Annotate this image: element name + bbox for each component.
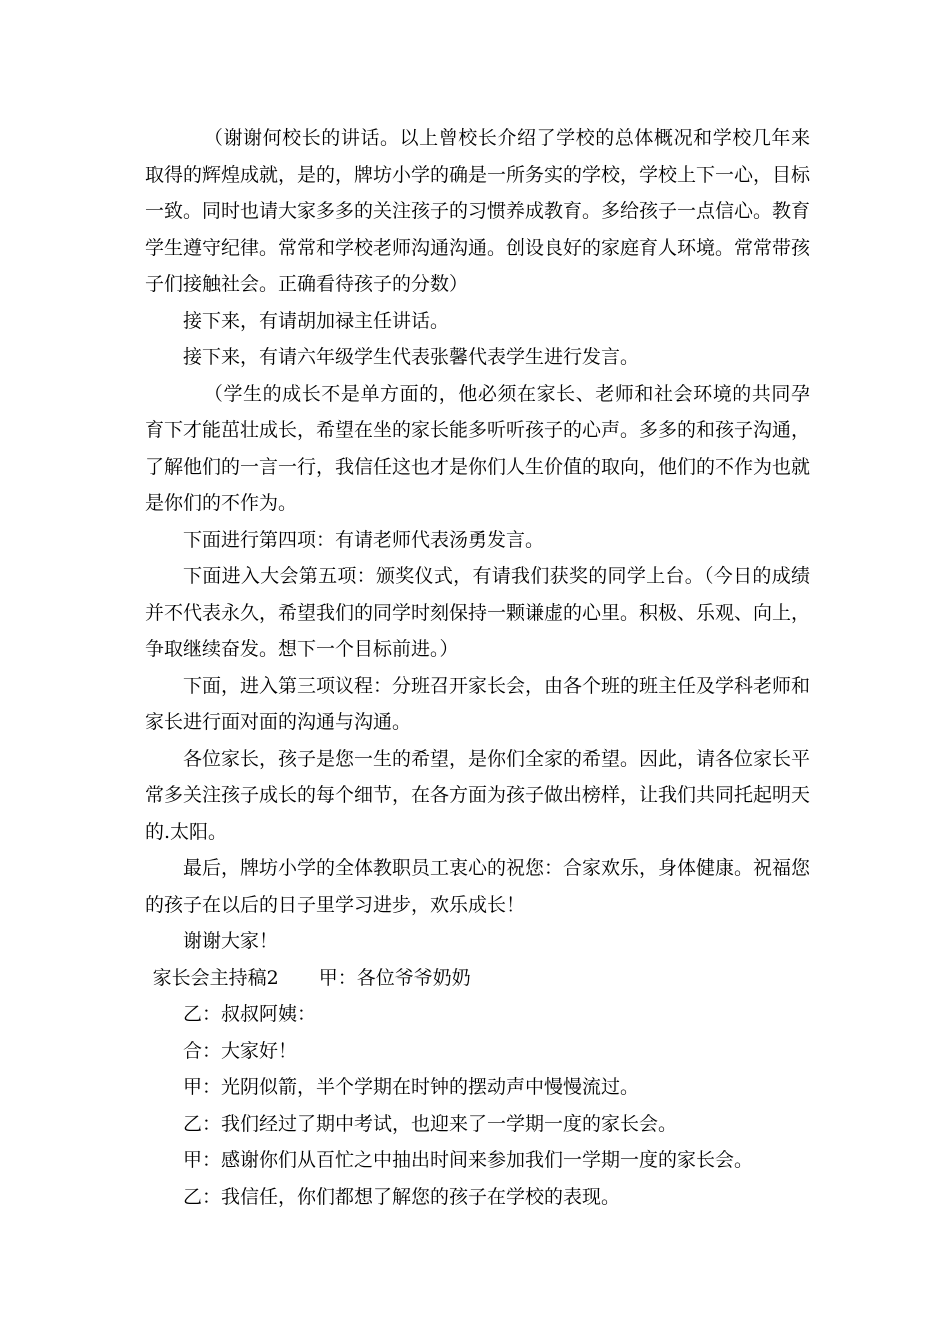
dialogue-line: 甲：感谢你们从百忙之中抽出时间来参加我们一学期一度的家长会。 bbox=[183, 1149, 754, 1171]
paragraph: 最后，牌坊小学的全体教职员工衷心的祝您：合家欢乐，身体健康。祝福您的孩子在以后的日子里学习进步，欢乐成长！ bbox=[145, 857, 811, 916]
paragraph: 谢谢大家！ bbox=[183, 930, 279, 952]
paragraph: 下面进行第四项：有请老师代表汤勇发言。 bbox=[183, 528, 545, 551]
paragraph: 接下来，有请胡加禄主任讲话。 bbox=[183, 309, 450, 332]
paragraph: 下面，进入第三项议程：分班召开家长会，由各个班的班主任及学科老师和家长进行面对面的沟通与沟通。 bbox=[145, 674, 811, 733]
dialogue-line: 乙：叔叔阿姨： bbox=[183, 1003, 317, 1025]
dialogue-line: 乙：我信任，你们都想了解您的孩子在学校的表现。 bbox=[183, 1185, 621, 1208]
paragraph: 下面进入大会第五项：颁奖仪式，有请我们获奖的同学上台。（今日的成绩并不代表永久，希望我们的同学时刻保持一颗谦虚的心里。积极、乐观、向上，争取继续奋发。想下一个目标前进。） bbox=[145, 565, 811, 660]
dialogue-line: 乙：我们经过了期中考试，也迎来了一学期一度的家长会。 bbox=[183, 1112, 678, 1135]
dialogue-line: 甲：光阴似箭，半个学期在时钟的摆动声中慢慢流过。 bbox=[183, 1076, 640, 1098]
dialogue-line: 甲：各位爷爷奶奶 bbox=[318, 966, 471, 989]
paragraph: 各位家长，孩子是您一生的希望，是你们全家的希望。因此，请各位家长平常多关注孩子成长的每个细节，在各方面为孩子做出榜样，让我们共同托起明天的.太阳。 bbox=[145, 747, 811, 843]
section-heading-line bbox=[145, 960, 810, 997]
section-title: 家长会主持稿2 bbox=[152, 966, 279, 989]
paragraph: （谢谢何校长的讲话。以上曾校长介绍了学校的总体概况和学校几年来取得的辉煌成就，是的，牌坊小学的确是一所务实的学校，学校上下一心，目标一致。同时也请大家多多的关注孩子的习惯养成教育。多给孩子一点信心。教育学生遵守纪律。常常和学校老师沟通沟通。创设良好的家庭育人环境。常常带孩子们接触社会。正确看待孩子的分数） bbox=[145, 127, 811, 295]
paragraph: （学生的成长不是单方面的，他必须在家长、老师和社会环境的共同孕育下才能茁壮成长，希望在坐的家长能多听听孩子的心声。多多的和孩子沟通，了解他们的一言一行，我信任这也才是你们人生价值的取向，他们的不作为也就是你们的不作为。 bbox=[145, 382, 811, 514]
document-body bbox=[145, 120, 810, 1215]
paragraph: 接下来，有请六年级学生代表张馨代表学生进行发言。 bbox=[183, 346, 640, 368]
dialogue-line: 合：大家好！ bbox=[183, 1039, 298, 1062]
